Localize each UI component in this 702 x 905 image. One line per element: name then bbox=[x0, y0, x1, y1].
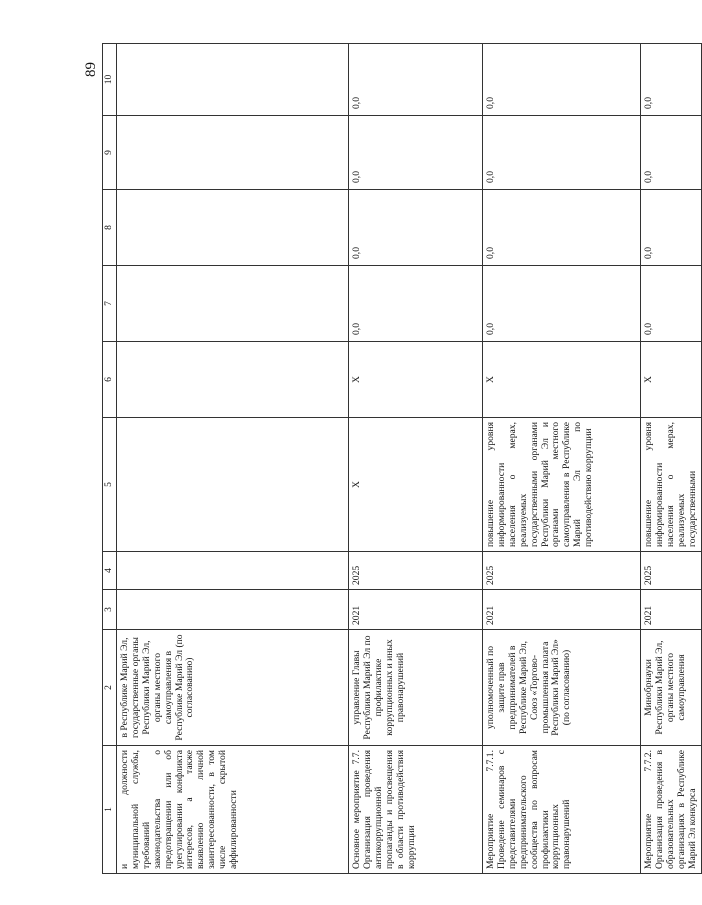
rotated-table-sheet bbox=[102, 44, 698, 874]
start-year-cell: 2021 bbox=[483, 590, 641, 630]
start-year-cell: 2021 bbox=[349, 590, 483, 630]
executor-cell: Минобрнауки Республики Марий Эл, органы местного самоуправления bbox=[641, 630, 702, 746]
event-cell: и должности муниципальной службы, требований законодательства о предотвращении или об урегулировании конфликта интересов, а также выявлению личной заинтересованности, в том числе скрытой аффилированности bbox=[117, 746, 349, 874]
header-row bbox=[103, 44, 117, 874]
column-header: 1 bbox=[103, 746, 117, 874]
indicator-cell: Х bbox=[349, 342, 483, 418]
executor-cell: управление Главы Республики Марий Эл по профилактике коррупционных и иных правонарушений bbox=[349, 630, 483, 746]
event-cell: Основное мероприятие 7.7. Организация проведения антикоррупционной пропаганды и просвещения в области противодействия коррупции bbox=[349, 746, 483, 874]
column-header: 9 bbox=[103, 116, 117, 190]
value-cell: 0,0 bbox=[349, 44, 483, 116]
event-cell: Мероприятие 7.7.1. Проведение семинаров с представителями предпринимательского сообщества по вопросам профилактики коррупционных правонарушений bbox=[483, 746, 641, 874]
column-header: 3 bbox=[103, 590, 117, 630]
result-cell: повышение уровня информированности населения о мерах, реализуемых государственными bbox=[641, 418, 702, 552]
indicator-cell: Х bbox=[641, 342, 702, 418]
end-year-cell: 2025 bbox=[483, 552, 641, 590]
value-cell: 0,0 bbox=[483, 190, 641, 266]
column-header: 6 bbox=[103, 342, 117, 418]
value-cell bbox=[117, 190, 349, 266]
end-year-cell bbox=[117, 552, 349, 590]
value-cell: 0,0 bbox=[483, 116, 641, 190]
end-year-cell: 2025 bbox=[641, 552, 702, 590]
value-cell: 0,0 bbox=[349, 266, 483, 342]
value-cell: 0,0 bbox=[349, 190, 483, 266]
value-cell: 0,0 bbox=[641, 44, 702, 116]
column-header: 4 bbox=[103, 552, 117, 590]
event-cell: Мероприятие 7.7.2. Организация проведения в образовательных организациях в Республике Марий Эл конкурса bbox=[641, 746, 702, 874]
result-cell: повышение уровня информированности населения о мерах, реализуемых государственными органами Республики Марий Эл и органами местного самоуправления в Республике Марий Эл по противодействию коррупции bbox=[483, 418, 641, 552]
indicator-cell bbox=[117, 342, 349, 418]
start-year-cell: 2021 bbox=[641, 590, 702, 630]
value-cell: 0,0 bbox=[483, 44, 641, 116]
executor-cell: уполномоченный по защите прав предпринимателей в Республике Марий Эл, Союз «Торгово-промышленная палата Республики Марий Эл» (по согласованию) bbox=[483, 630, 641, 746]
value-cell: 0,0 bbox=[641, 116, 702, 190]
value-cell: 0,0 bbox=[349, 116, 483, 190]
table-row bbox=[349, 44, 483, 874]
result-cell: Х bbox=[349, 418, 483, 552]
indicator-cell: Х bbox=[483, 342, 641, 418]
page-number: 89 bbox=[83, 62, 99, 77]
table-row bbox=[483, 44, 641, 874]
column-header: 5 bbox=[103, 418, 117, 552]
end-year-cell: 2025 bbox=[349, 552, 483, 590]
value-cell: 0,0 bbox=[483, 266, 641, 342]
program-table bbox=[102, 43, 702, 874]
table-row bbox=[641, 44, 702, 874]
start-year-cell bbox=[117, 590, 349, 630]
column-header: 2 bbox=[103, 630, 117, 746]
value-cell bbox=[117, 266, 349, 342]
table-row bbox=[117, 44, 349, 874]
value-cell: 0,0 bbox=[641, 266, 702, 342]
value-cell bbox=[117, 116, 349, 190]
column-header: 8 bbox=[103, 190, 117, 266]
column-header: 7 bbox=[103, 266, 117, 342]
column-header: 10 bbox=[103, 44, 117, 116]
value-cell bbox=[117, 44, 349, 116]
result-cell bbox=[117, 418, 349, 552]
executor-cell: в Республике Марий Эл, государственные органы Республики Марий Эл, органы местного самоуправления в Республике Марий Эл (по согласованию) bbox=[117, 630, 349, 746]
value-cell: 0,0 bbox=[641, 190, 702, 266]
